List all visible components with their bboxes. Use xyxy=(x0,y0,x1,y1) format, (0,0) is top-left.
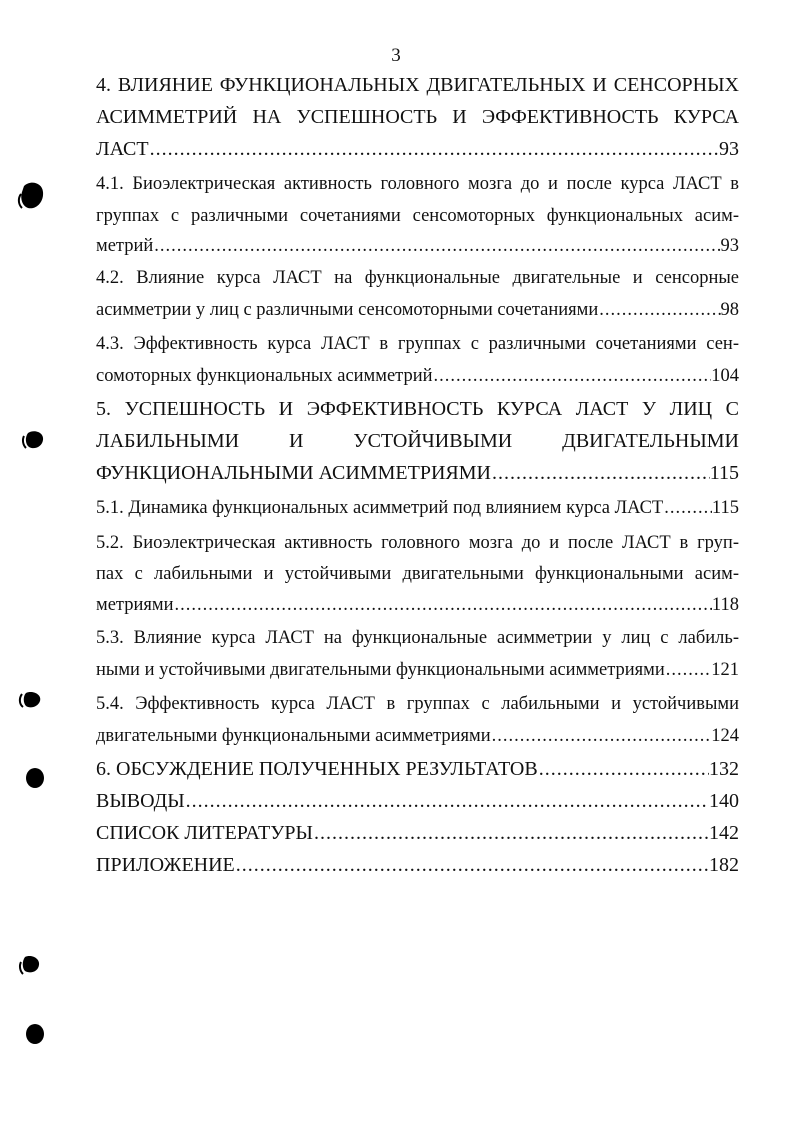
toc-page-number: 140 xyxy=(709,790,739,812)
toc-entry-title: метрий xyxy=(96,236,154,256)
toc-entry-4-line1: 4. ВЛИЯНИЕ ФУНКЦИОНАЛЬНЫХ ДВИГАТЕЛЬНЫХ И СЕНСОРНЫХ xyxy=(96,74,739,96)
toc-entry-5-4-line1: 5.4. Эффективность курса ЛАСТ в группах с лабильными и устойчивыми xyxy=(96,694,739,714)
punch-hole-mark xyxy=(20,428,46,452)
toc-entry-4-line2: АСИММЕТРИЙ НА УСПЕШНОСТЬ И ЭФФЕКТИВНОСТЬ КУРСА xyxy=(96,106,739,128)
dot-leader xyxy=(174,595,712,616)
toc-entry-4-1-line3[interactable] xyxy=(96,236,739,257)
toc-entry-appendix[interactable] xyxy=(96,854,739,877)
toc-page-number: 124 xyxy=(711,726,739,746)
toc-entry-conclusions[interactable] xyxy=(96,790,739,813)
toc-entry-4-line3[interactable] xyxy=(96,138,739,161)
toc-page-number: 118 xyxy=(711,595,739,615)
toc-entry-4-1-line2: группах с различными сочетаниями сенсомоторных функциональных асим- xyxy=(96,206,739,226)
toc-page-number: 98 xyxy=(720,300,739,320)
page-number: 3 xyxy=(391,45,401,66)
toc-entry-5-2-line3[interactable] xyxy=(96,595,739,616)
dot-leader xyxy=(491,462,710,485)
toc-entry-5-2-line1: 5.2. Биоэлектрическая активность головного мозга до и после ЛАСТ в груп- xyxy=(96,533,739,553)
toc-entry-4-3-line1: 4.3. Эффективность курса ЛАСТ в группах с различными сочетаниями сен- xyxy=(96,334,739,354)
toc-entry-5-line2: ЛАБИЛЬНЫМИ И УСТОЙЧИВЫМИ ДВИГАТЕЛЬНЫМИ xyxy=(96,430,739,452)
toc-entry-title: двигательными функциональными асимметриями xyxy=(96,726,491,746)
toc-entry-title: ными и устойчивыми двигательными функциональными асимметриями xyxy=(96,660,665,680)
toc-entry-5-3-line2[interactable] xyxy=(96,660,739,681)
dot-leader xyxy=(235,854,709,877)
toc-entry-title: СПИСОК ЛИТЕРАТУРЫ xyxy=(96,822,313,844)
dot-leader xyxy=(663,498,712,519)
punch-hole-mark xyxy=(26,768,44,788)
toc-entry-title: сомоторных функциональных асимметрий xyxy=(96,366,433,386)
punch-hole-mark xyxy=(16,180,46,214)
toc-page-number: 93 xyxy=(720,236,739,256)
toc-entry-4-1-line1: 4.1. Биоэлектрическая активность головного мозга до и после курса ЛАСТ в xyxy=(96,174,739,194)
toc-entry-title: ПРИЛОЖЕНИЕ xyxy=(96,854,235,876)
toc-entry-4-3-line2[interactable] xyxy=(96,366,739,387)
toc-entry-5-2-line2: пах с лабильными и устойчивыми двигательными функциональными асим- xyxy=(96,564,739,584)
toc-entry-5-line3[interactable] xyxy=(96,462,739,485)
toc-entry-4-2-line1: 4.2. Влияние курса ЛАСТ на функциональные двигательные и сенсорные xyxy=(96,268,739,288)
toc-entry-title: метриями xyxy=(96,595,174,615)
dot-leader xyxy=(185,790,709,813)
toc-entry-title: 6. ОБСУЖДЕНИЕ ПОЛУЧЕННЫХ РЕЗУЛЬТАТОВ xyxy=(96,758,538,780)
toc-page-number: 182 xyxy=(709,854,739,876)
toc-entry-title: ФУНКЦИОНАЛЬНЫМИ АСИММЕТРИЯМИ xyxy=(96,462,491,484)
toc-entry-6[interactable] xyxy=(96,758,739,781)
toc-entry-4-2-line2[interactable] xyxy=(96,300,739,321)
toc-entry-title: асимметрии у лиц с различными сенсомоторными сочетаниями xyxy=(96,300,599,320)
toc-entry-title: ЛАСТ xyxy=(96,138,149,160)
dot-leader xyxy=(598,300,720,321)
dot-leader xyxy=(665,660,711,681)
toc-page-number: 115 xyxy=(709,462,739,484)
dot-leader xyxy=(433,366,712,387)
punch-hole-mark xyxy=(26,1024,44,1044)
toc-entry-title: ВЫВОДЫ xyxy=(96,790,185,812)
toc-entry-5-4-line2[interactable] xyxy=(96,726,739,747)
dot-leader xyxy=(313,822,709,845)
toc-entry-5-line1: 5. УСПЕШНОСТЬ И ЭФФЕКТИВНОСТЬ КУРСА ЛАСТ У ЛИЦ С xyxy=(96,398,739,420)
toc-page-number: 104 xyxy=(711,366,739,386)
toc-entry-5-3-line1: 5.3. Влияние курса ЛАСТ на функциональные асимметрии у лиц с лабиль- xyxy=(96,628,739,648)
toc-entry-title: 5.1. Динамика функциональных асимметрий под влиянием курса ЛАСТ xyxy=(96,498,664,518)
toc-page-number: 115 xyxy=(711,498,739,518)
toc-entry-references[interactable] xyxy=(96,822,739,845)
toc-page-number: 121 xyxy=(711,660,739,680)
punch-hole-mark xyxy=(16,952,42,978)
dot-leader xyxy=(491,726,712,747)
dot-leader xyxy=(149,138,719,161)
toc-page-number: 132 xyxy=(709,758,739,780)
dot-leader xyxy=(538,758,709,781)
toc-page-number: 93 xyxy=(719,138,739,160)
dot-leader xyxy=(153,236,720,257)
punch-hole-mark xyxy=(16,688,44,712)
toc-entry-5-1[interactable] xyxy=(96,498,739,519)
toc-page-number: 142 xyxy=(709,822,739,844)
